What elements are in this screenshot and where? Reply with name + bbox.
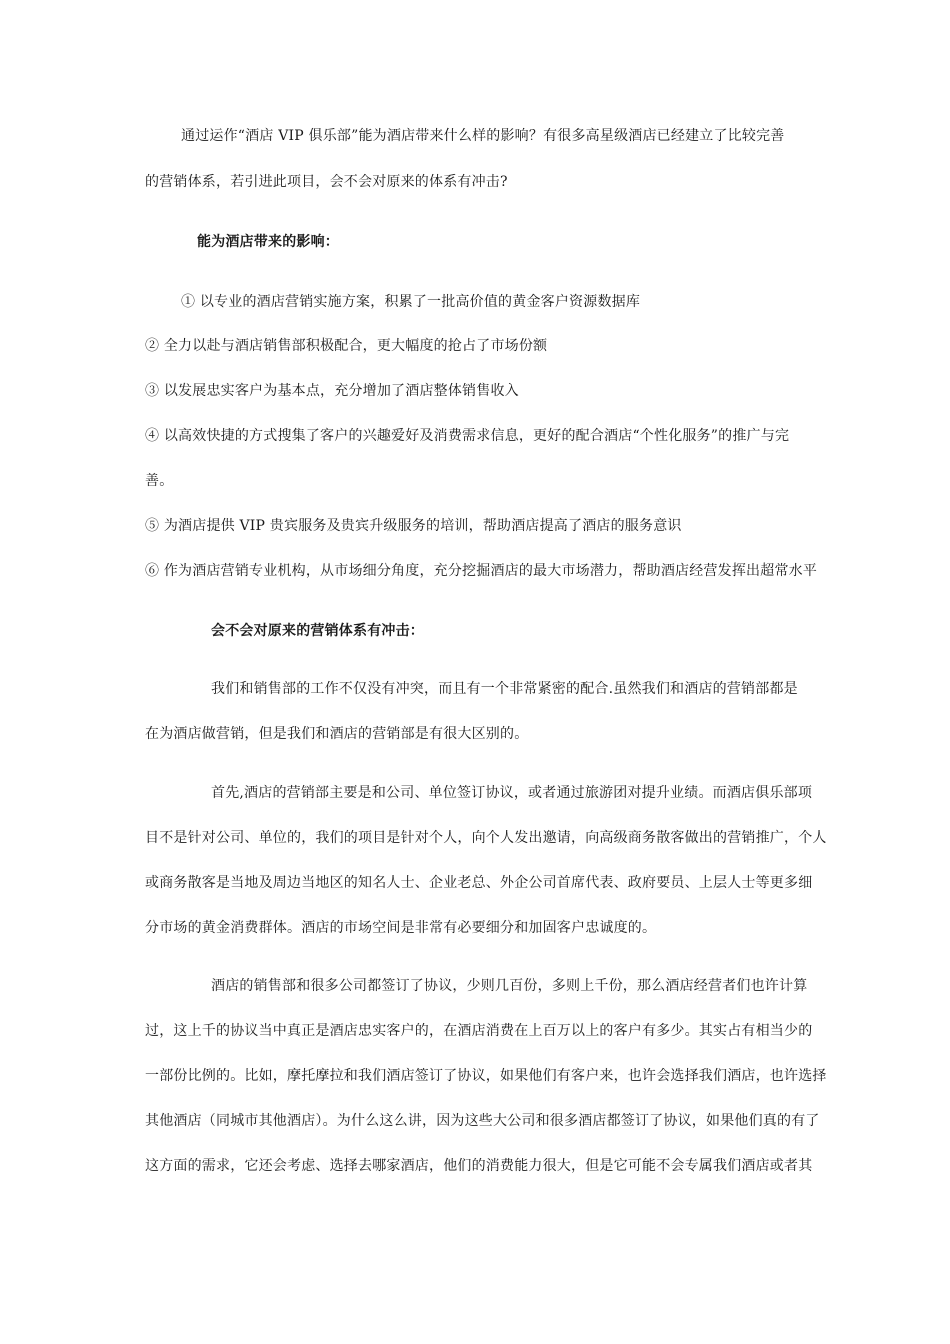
para1-line-1: 我们和销售部的工作不仅没有冲突，而且有一个非常紧密的配合.虽然我们和酒店的营销部都是 bbox=[211, 681, 798, 697]
impact-item-4-cont: 善。 bbox=[145, 473, 174, 489]
para3-line-3: 一部份比例的。比如，摩托摩拉和我们酒店签订了协议，如果他们有客户来，也许会选择我们酒店，也许选择 bbox=[145, 1068, 827, 1084]
para2-line-4: 分市场的黄金消费群体。酒店的市场空间是非常有必要细分和加固客户忠诚度的。 bbox=[145, 920, 657, 936]
para3-line-5: 这方面的需求，它还会考虑、选择去哪家酒店，他们的消费能力很大，但是它可能不会专属我们酒店或者其 bbox=[145, 1158, 813, 1174]
intro-line-2: 的营销体系，若引进此项目，会不会对原来的体系有冲击? bbox=[145, 174, 508, 190]
para2-line-3: 或商务散客是当地及周边当地区的知名人士、企业老总、外企公司首席代表、政府要员、上层人士等更多细 bbox=[145, 875, 813, 891]
intro-line-1: 通过运作“酒店 VIP 俱乐部”能为酒店带来什么样的影响？有很多高星级酒店已经建立了比较完善 bbox=[181, 128, 785, 144]
impact-heading: 能为酒店带来的影响： bbox=[197, 234, 339, 250]
conflict-heading: 会不会对原来的营销体系有冲击： bbox=[211, 623, 424, 639]
para3-line-1: 酒店的销售部和很多公司都签订了协议，少则几百份，多则上千份，那么酒店经营者们也许计算 bbox=[211, 978, 808, 994]
para3-line-4: 其他酒店（同城市其他酒店）。为什么这么讲，因为这些大公司和很多酒店都签订了协议，如果他们真的有了 bbox=[145, 1113, 820, 1129]
impact-item-6: ⑥ 作为酒店营销专业机构，从市场细分角度，充分挖掘酒店的最大市场潜力，帮助酒店经营发挥出超常水平 bbox=[145, 563, 818, 579]
impact-item-3: ③ 以发展忠实客户为基本点，充分增加了酒店整体销售收入 bbox=[145, 383, 519, 399]
para2-line-1: 首先,酒店的营销部主要是和公司、单位签订协议，或者通过旅游团对提升业绩。而酒店俱乐部项 bbox=[211, 785, 813, 801]
para2-line-2: 目不是针对公司、单位的，我们的项目是针对个人，向个人发出邀请，向高级商务散客做出的营销推广，个人 bbox=[145, 830, 827, 846]
impact-item-4: ④ 以高效快捷的方式搜集了客户的兴趣爱好及消费需求信息，更好的配合酒店“个性化服务”的推广与完 bbox=[145, 428, 790, 444]
impact-item-5: ⑤ 为酒店提供 VIP 贵宾服务及贵宾升级服务的培训，帮助酒店提高了酒店的服务意识 bbox=[145, 518, 682, 534]
impact-item-1: ① 以专业的酒店营销实施方案，积累了一批高价值的黄金客户资源数据库 bbox=[181, 294, 641, 310]
impact-item-2: ② 全力以赴与酒店销售部积极配合，更大幅度的抢占了市场份额 bbox=[145, 338, 548, 354]
para1-line-2: 在为酒店做营销，但是我们和酒店的营销部是有很大区别的。 bbox=[145, 726, 529, 742]
para3-line-2: 过，这上千的协议当中真正是酒店忠实客户的，在酒店消费在上百万以上的客户有多少。其实占有相当少的 bbox=[145, 1023, 813, 1039]
